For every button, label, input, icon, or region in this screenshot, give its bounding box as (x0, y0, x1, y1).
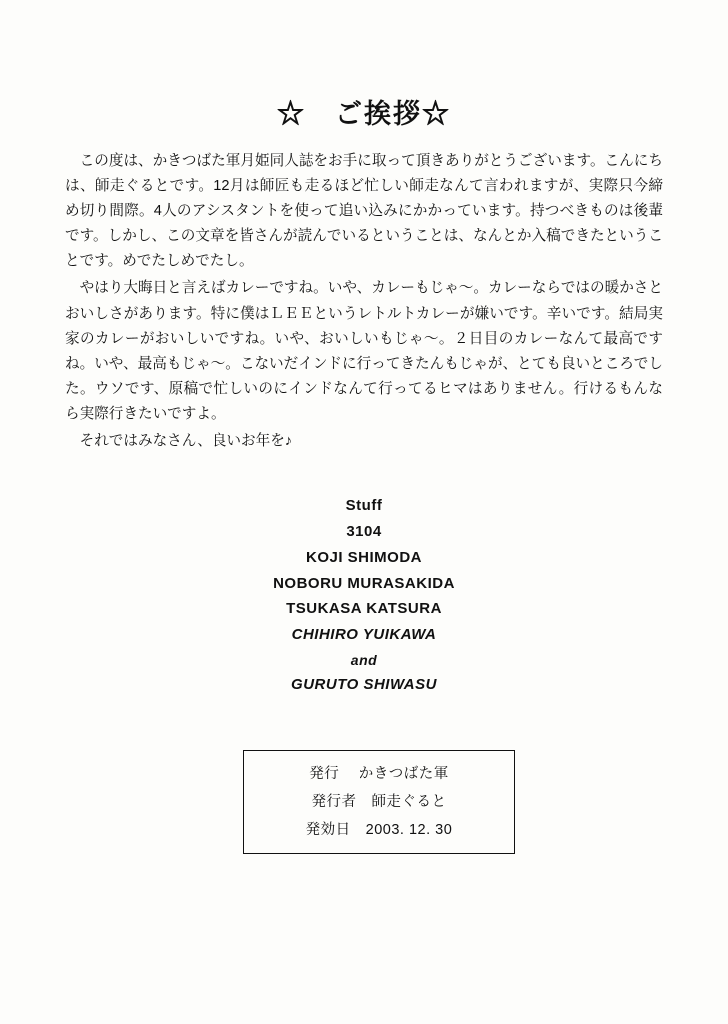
paragraph-3: それではみなさん、良いお年を♪ (79, 433, 293, 450)
paragraph-2: やはり大晦日と言えばカレーですね。いや、カレーもじゃ～。カレーならではの暖かさとおいしさがあります。特に僕はＬＥＥというレトルトカレーが嫌いです。辛いです。結局実家のカレーがおいしいですね。いや、おいしいもじゃ～。２日目のカレーなんて最高ですね。いや、最高もじゃ～。こないだインドに行ってきたんもじゃが、とても良いところでした。ウソです、原稿で忙しいのにインドなんて行ってるヒマはありません。行けるもんなら実際行きたいですよ。 (65, 280, 663, 422)
staff-name-3: TSUKASA KATSURA (286, 600, 442, 618)
colophon-box (243, 750, 515, 854)
staff-name-1: KOJI SHIMODA (305, 548, 422, 566)
page-title: ☆ ご挨拶☆ (277, 99, 451, 129)
colophon-date: 発効日 2003. 12. 30 (305, 822, 453, 839)
greeting-body (65, 131, 663, 454)
paragraph-1: この度は、かきつばた軍月姫同人誌をお手に取って頂きありがとうございます。こんにちは、師走ぐるとです。12月は師匠も走るほど忙しい師走なんて言われますが、実際只今締め切り間際。4人のアシスタントを使って追い込みにかかっています。持つべきものは後輩です。しかし、この文章を皆さんが読んでいるということは、なんとか入稿できたということです。めでたしめでたし。 (65, 153, 663, 270)
staff-credits (65, 456, 663, 698)
staff-name-4: CHIHIRO YUIKAWA (291, 626, 437, 644)
staff-number: 3104 (346, 522, 382, 540)
colophon-publisher: 発行 かきつばた軍 (309, 765, 449, 782)
colophon-publisher-person: 発行者 師走ぐると (311, 793, 447, 810)
staff-name-5: GURUTO SHIWASU (291, 675, 437, 693)
staff-name-2: NOBORU MURASAKIDA (273, 574, 455, 592)
staff-heading: Stuff (345, 497, 383, 515)
staff-conjunction: and (350, 651, 378, 668)
